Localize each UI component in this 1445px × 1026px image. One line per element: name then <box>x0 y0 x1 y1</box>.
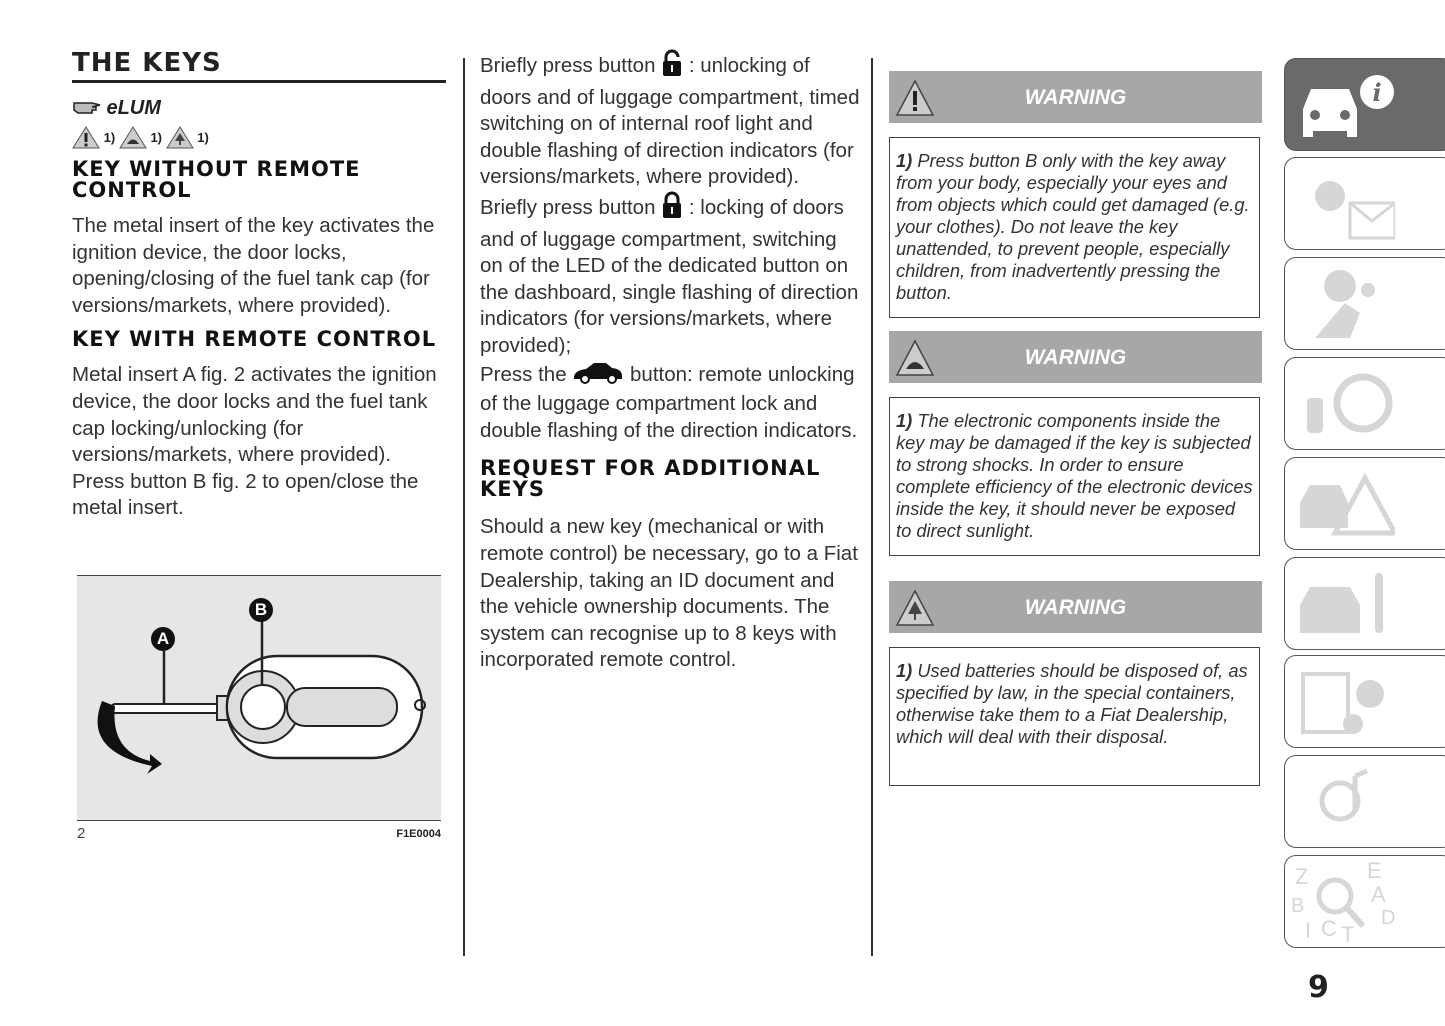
index-icon <box>1285 856 1415 946</box>
section-heading: KEY WITH REMOTE CONTROL <box>72 327 437 352</box>
paragraph: Metal insert A fig. 2 activates the ignition device, the door locks and the fuel tank cap locking/unlocking (for versions/markets, where provided). <box>72 363 437 467</box>
figure-number: 2 <box>77 825 86 842</box>
tab-car-info[interactable] <box>1284 58 1445 151</box>
airbag-icon <box>1285 258 1395 348</box>
column-divider <box>871 58 873 956</box>
paragraph: Briefly press button : locking of doors and of luggage compartment, switching on of the LED of the dedicated button on the dashboard, single flashing of direction indicators (for versions/markets, where provided); <box>480 191 860 360</box>
key-figure <box>77 575 441 821</box>
label-a: A <box>151 627 175 651</box>
warning-box: 1) The electronic components inside the key may be damaged if the key is subjected to strong shocks. In order to ensure complete efficiency of the electronic devices inside the key, it should never be exposed to direct sunlight. <box>889 397 1260 556</box>
tab-safety[interactable] <box>1284 257 1445 350</box>
warning-triangle-icon <box>72 125 100 152</box>
car-wrench-icon <box>1285 558 1395 648</box>
paragraph: Briefly press button : unlocking of doors and of luggage compartment, timed switching on of internal roof light and double flashing of direction indicators (for versions/markets, where provided). <box>480 49 860 191</box>
warning-header: WARNING <box>889 581 1262 633</box>
tab-emergency[interactable] <box>1284 457 1445 550</box>
tab-technical-data[interactable] <box>1284 655 1445 748</box>
trunk-car-icon <box>572 360 624 392</box>
section-heading: KEY WITHOUT REMOTE CONTROL <box>72 157 361 202</box>
page-number: 9 <box>1308 970 1329 1005</box>
column-divider <box>463 58 465 956</box>
car-damage-triangle-icon <box>119 125 147 152</box>
svg-text:T: T <box>1341 922 1355 946</box>
technical-data-icon <box>1285 656 1395 746</box>
svg-text:Z: Z <box>1295 864 1309 889</box>
environment-tree-triangle-icon <box>166 125 194 152</box>
steering-wheel-icon <box>1285 358 1395 448</box>
page-title: THE KEYS <box>72 48 222 78</box>
pointing-hand-icon <box>72 97 102 122</box>
warning-header: WARNING <box>889 71 1262 123</box>
warning-lights-icon <box>1285 158 1395 248</box>
warning-box: 1) Used batteries should be disposed of, as specified by law, in the special containers, otherwise take them to a Fiat Dealership, which will deal with their disposal. <box>889 647 1260 786</box>
svg-text:B: B <box>1291 895 1305 917</box>
tab-maintenance[interactable] <box>1284 557 1445 650</box>
paragraph: Should a new key (mechanical or with remote control) be necessary, go to a Fiat Dealership, taking an ID document and the vehicle ownership documents. The system can recognise up to 8 keys with incorporated remote control. <box>480 515 858 672</box>
svg-text:C: C <box>1321 916 1337 941</box>
tab-starting-driving[interactable] <box>1284 357 1445 450</box>
emergency-icon <box>1285 458 1395 548</box>
unlock-icon <box>661 49 683 85</box>
left-column <box>72 48 446 522</box>
middle-column <box>480 49 860 674</box>
paragraph: Press button B fig. 2 to open/close the metal insert. <box>72 469 419 520</box>
warning-header: WARNING <box>889 331 1262 383</box>
car-info-icon <box>1285 59 1395 149</box>
figure-code: F1E0004 <box>396 828 441 840</box>
paragraph: The metal insert of the key activates the ignition device, the door locks, opening/closing of the fuel tank cap (for versions/markets, where provided). <box>72 214 435 317</box>
lock-icon <box>661 191 683 227</box>
svg-text:A: A <box>1371 882 1386 907</box>
paragraph: Press the button: remote unlocking of the luggage compartment lock and double flashing of the direction indicators. <box>480 360 860 445</box>
tab-multimedia[interactable] <box>1284 755 1445 848</box>
svg-text:E: E <box>1367 858 1382 883</box>
label-b: B <box>249 598 273 622</box>
svg-text:I: I <box>1305 918 1312 943</box>
tab-index[interactable] <box>1284 855 1445 948</box>
tab-lights-messages[interactable] <box>1284 157 1445 250</box>
svg-text:i: i <box>1372 78 1382 107</box>
multimedia-icon <box>1285 756 1395 846</box>
warning-box: 1) Press button B only with the key away from your body, especially your eyes and from objects which could get damaged (e.g. your clothes). Do not leave the key unattended, to prevent people, especially children, from inadvertently pressing the button. <box>889 137 1260 318</box>
warning-references: 1) 1) 1) <box>72 125 446 151</box>
svg-text:D: D <box>1381 907 1396 929</box>
section-heading: REQUEST FOR ADDITIONAL KEYS <box>480 456 821 502</box>
brand-mark: eLUM <box>72 97 446 125</box>
